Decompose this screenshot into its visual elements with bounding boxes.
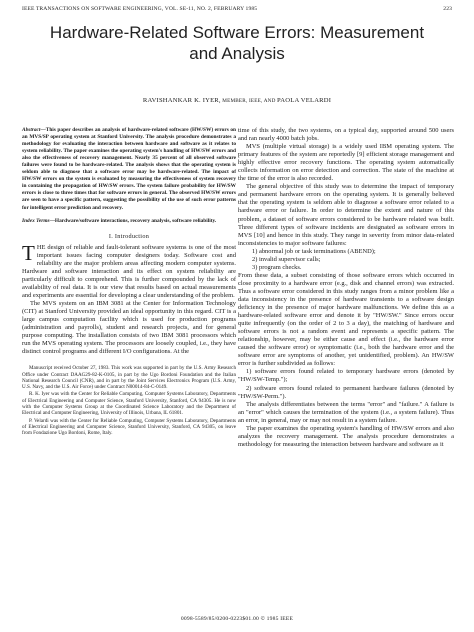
introduction-body	[22, 240, 236, 357]
author-2: PAOLA VELARDI	[277, 97, 332, 104]
index-terms-lead: Index Terms	[22, 217, 50, 224]
drop-cap: T	[22, 240, 35, 265]
abstract-lead: Abstract	[22, 127, 41, 133]
section-heading-introduction: I. Introduction	[108, 232, 150, 240]
list-item: 1) software errors found related to temporary hardware errors (denoted by "HW/SW-Temp.");	[238, 368, 454, 384]
paper-title-line-2: and Analysis	[189, 44, 285, 63]
index-terms-text: —Hardware/software interactions, recovery analysis, software reliability.	[49, 217, 217, 224]
list-item: 2) software errors found related to permanent hardware failures (denoted by "HW/SW-Perm.").	[238, 384, 454, 400]
author-line	[0, 97, 474, 104]
index-terms	[22, 218, 236, 225]
list-item: 2) invalid supervisor calls;	[252, 255, 321, 263]
running-head	[22, 6, 452, 12]
right-paragraph-6: The paper examines the operating system's handling of HW/SW errors and also analyzes the recovery management. The analysis procedure demonstrates a methodology for measuring the interaction between hardware and software as it	[238, 424, 454, 448]
right-paragraph-5: The analysis differentiates between the terms "error" and "failure." A failure is an "error" which causes the termination of the system (i.e., a system failure). Thus an error, in general, may or may not result in a system failure.	[238, 400, 454, 424]
footnote-author-1: R. K. Iyer was with the Center for Reliable Computing, Computer Systems Laboratory, Departments of Electrical Engineering and Computer Science, Stanford University, Stanford, CA 94305. He is now with the Computer Systems Group at the Coordinated Science Laboratory and the Department of Electrical and Computer Engineering, University of Illinois, Urbana, IL 61801.	[22, 391, 236, 417]
copyright-footer: 0098-5589/85/0200-0223$01.00 © 1985 IEEE	[180, 616, 294, 622]
footnote-manuscript: Manuscript received October 27, 1983. This work was supported in part by the U.S. Army Research Office under Contract DAAG29-82-K-0105, in part by the Ugo Bordoni Foundation and the Italian National Research Council (CNR), and in part by the Joint Services Electronics Program (U.S. Army, U.S. Navy, and the U.S. Air Force) under Contract N00014-84-C-0149.	[22, 365, 236, 391]
paper-title	[0, 22, 474, 64]
right-paragraph-3: The general objective of this study was to determine the impact of temporary and permanent hardware errors on the operating system. It is generally believed that the operating system is seldom able to diagnose a software error related to a hardware error or failure. In order to determine the extent and nature of this problem, a dataset of software errors considered to be hardware related was built. Three different types of software incidents are designated as software errors in MVS [10] and hence in this study. They range in severity from minor data-related inconsistencies to major software failures:	[238, 183, 454, 247]
list-item: 3) program checks.	[252, 263, 302, 271]
page-number: 223	[443, 6, 452, 12]
footnotes	[22, 365, 236, 436]
abstract	[22, 127, 236, 212]
right-column	[238, 127, 454, 449]
intro-paragraph-1-text: HE design of reliable and fault-tolerant software systems is one of the most important issues facing computer designers today. Software cost and reliability are the major problem areas affecting modern computer systems. Hardware and software interaction and its effect on system reliability are particularly difficult to comprehend. This is further compounded by the lack of availability of real data. It is our view that results based on actual measurements and experiments are essential for developing a clear understanding of the problem.	[22, 243, 236, 299]
author-1-membership: MEMBER, IEEE,	[220, 98, 263, 104]
footnote-author-2: P. Velardi was with the Center for Reliable Computing, Computer Systems Laboratory, Departments of Electrical Engineering and Computer Science, Stanford University, Stanford, CA 94305, on leave from Fondazione Ugo Bordoni, Rome, Italy.	[22, 417, 236, 437]
paper-title-line-1: Hardware-Related Software Errors: Measurement	[49, 23, 425, 42]
journal-citation: IEEE TRANSACTIONS ON SOFTWARE ENGINEERING, VOL. SE-11, NO. 2, FEBRUARY 1985	[22, 6, 258, 12]
right-paragraph-2: MVS (multiple virtual storage) is a widely used IBM operating system. The primary features of the system are reportedly [9] efficient storage management and highly effective error recovery functions. The operating system automatically collects information on error detection and correction. The state of the machine at the time of the error is also recorded.	[238, 143, 454, 183]
author-1: RAVISHANKAR K. IYER,	[142, 97, 221, 104]
right-paragraph-1: time of this study, the two systems, on a typical day, supported around 500 users and ran nearly 4000 batch jobs.	[238, 127, 454, 143]
author-conjunction: AND	[262, 98, 278, 104]
intro-paragraph-1	[22, 240, 236, 300]
left-column	[22, 127, 236, 438]
right-paragraph-4: From these data, a subset consisting of those software errors which occurred in close proximity to a hardware error (e.g., disk and channel errors) was extracted. Thus a software error considered in this study ranges from a minor problem like a data inconsistency in the presence of hardware transients to a software design deficiency in the presence of major hardware malfunctions. We define this as a hardware-related software error and denote it by "HW/SW." Since errors occur quite infrequently (on the order of 2 to 3 a day), the matching of hardware and software errors is not a random event and represents a specific pattern. The relationship, however, may be either cause and effect (i.e., the hardware error caused the software error) or symptomatic (i.e., both the hardware error and the software error are symptoms of another, yet unidentified, problem). An HW/SW error is further subdivided as follows:	[238, 271, 454, 368]
list-item: 1) abnormal job or task terminations (ABEND);	[252, 247, 376, 255]
abstract-text: —This paper describes an analysis of hardware-related software (HW/SW) errors on an MVS/SP operating system at Stanford University. The analysis procedure demonstrates a methodology for evaluating the interaction between hardware and software as it relates to system reliability. The paper examines the operating system's handling of HW/SW errors and also the effectiveness of recovery management. Nearly 35 percent of all observed software failures were found to be hardware-related. The analysis shows that the operating system is seldom able to diagnose that a software error may be hardware-related. The impact of HW/SW errors on the system is evaluated by measuring the effectiveness of system recovery in containing the propagation of HW/SW errors. The system failure probability for HW/SW errors is close to three times that for software errors in general. The observed HW/SW errors are seen to have a specific pattern, suggesting the possibility of the use of such error patterns for intelligent error prediction and recovery.	[22, 127, 236, 211]
intro-paragraph-2: The MVS system on an IBM 3081 at the Center for Information Technology (CIT) at Stanford University provided an ideal opportunity in this regard. CIT is a large campus computation facility which is used for production programs (administration and payrolls), student and research projects, and for general purpose computing. The installation consists of two IBM 3081 processors which run the MVS operating system. The processors are loosely coupled, i.e., they have distinct control programs and different I/O configurations. At the	[22, 299, 236, 356]
